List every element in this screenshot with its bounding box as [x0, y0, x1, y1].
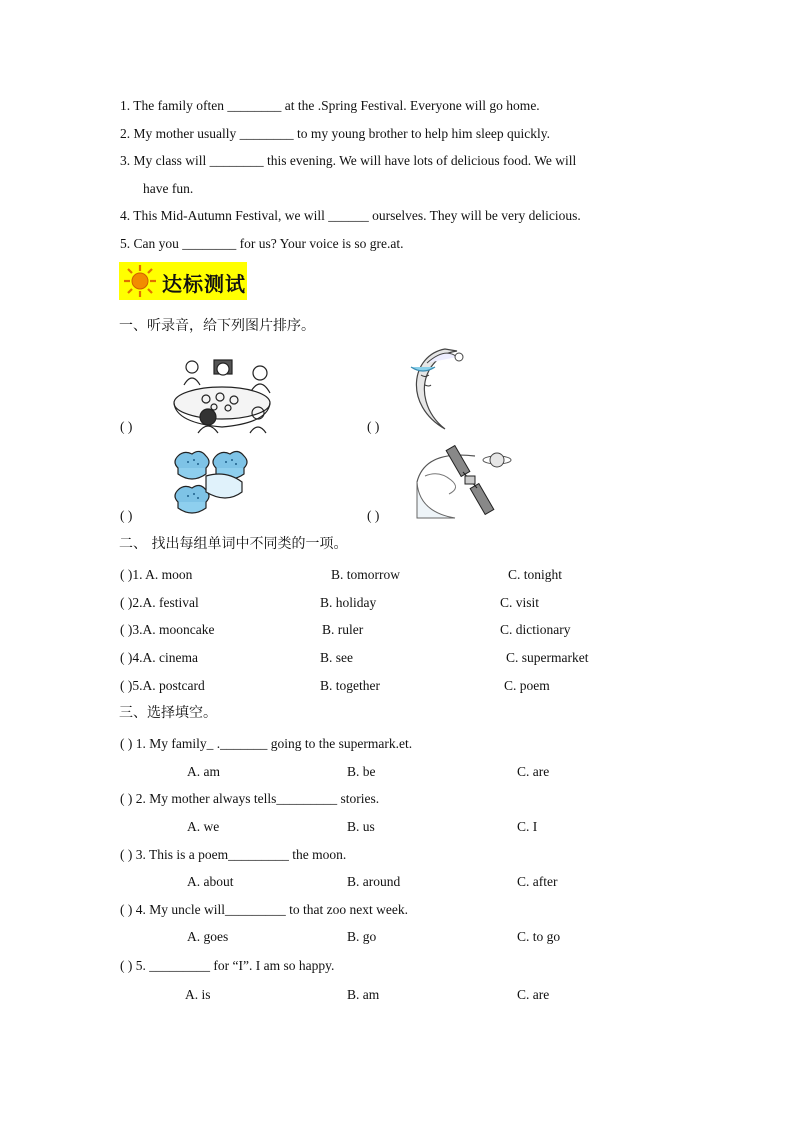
satellite-space-picture: [415, 442, 523, 522]
section3-q1-option-b: B. be: [347, 764, 376, 779]
section2-row-5-c: C. poem: [504, 678, 550, 693]
section3-q5-option-c: C. are: [517, 987, 550, 1002]
section3-q2-option-c: C. I: [517, 819, 538, 834]
section2-row-1-c: C. tonight: [508, 567, 563, 582]
sun-icon: [122, 264, 158, 298]
section2-row-5-num: ( )5.A. postcard: [120, 678, 205, 693]
section2-row-4-num: ( )4.A. cinema: [120, 650, 198, 665]
top-sentence-1: 1. The family often ________ at the .Spring Festival. Everyone will go home.: [120, 98, 540, 113]
picture-bracket-3: ( ): [120, 508, 133, 523]
section2-row-1-num: ( )1. A. moon: [120, 567, 193, 582]
crescent-moon-picture: [405, 345, 483, 433]
top-sentence-2: 2. My mother usually ________ to my young brother to help him sleep quickly.: [120, 126, 550, 141]
section3-heading: 三、选择填空。: [119, 705, 217, 721]
section3-question-4: ( ) 4. My uncle will_________ to that zoo next week.: [120, 902, 408, 917]
section3-q4-option-b: B. go: [347, 929, 377, 944]
picture-bracket-4: ( ): [367, 508, 380, 523]
section3-question-1: ( ) 1. My family_ ._______ going to the supermark.et.: [120, 736, 413, 751]
section2-row-1-b: B. tomorrow: [331, 567, 400, 582]
family-dinner-table-picture: [170, 355, 278, 435]
section2-row-4-c: C. supermarket: [506, 650, 589, 665]
section3-q3-option-b: B. around: [347, 874, 401, 889]
section3-question-2: ( ) 2. My mother always tells_________ stories.: [120, 791, 380, 806]
section2-heading: 二、 找出每组单词中不同类的一项。: [119, 536, 348, 552]
top-sentence-3: 3. My class will ________ this evening. We will have lots of delicious food. We will: [120, 153, 577, 168]
section3-q1-option-a: A. am: [187, 764, 220, 779]
section3-question-5: ( ) 5. _________ for “I”. I am so happy.: [120, 958, 335, 973]
picture-bracket-1: ( ): [120, 419, 133, 434]
section1-heading: 一、听录音，给下列图片排序。: [119, 318, 315, 334]
top-sentence-5: 5. Can you ________ for us? Your voice is so gre.at.: [120, 236, 404, 251]
section2-row-5-b: B. together: [320, 678, 380, 693]
section2-row-2-num: ( )2.A. festival: [120, 595, 199, 610]
banner-title: 达标测试: [162, 272, 246, 296]
section2-row-2-c: C. visit: [500, 595, 540, 610]
top-sentence-4: 4. This Mid-Autumn Festival, we will ______ ourselves. They will be very delicious.: [120, 208, 581, 223]
section3-q5-option-a: A. is: [185, 987, 211, 1002]
mooncakes-picture: [170, 448, 250, 520]
section2-row-2-b: B. holiday: [320, 595, 377, 610]
section2-row-3-c: C. dictionary: [500, 622, 571, 637]
section3-q5-option-b: B. am: [347, 987, 380, 1002]
section3-q3-option-a: A. about: [187, 874, 234, 889]
section3-q2-option-b: B. us: [347, 819, 375, 834]
section3-q2-option-a: A. we: [187, 819, 220, 834]
section3-q4-option-c: C. to go: [517, 929, 561, 944]
section-banner: [119, 262, 247, 300]
section2-row-3-b: B. ruler: [322, 622, 364, 637]
section3-question-3: ( ) 3. This is a poem_________ the moon.: [120, 847, 347, 862]
picture-bracket-2: ( ): [367, 419, 380, 434]
section3-q3-option-c: C. after: [517, 874, 558, 889]
section3-q1-option-c: C. are: [517, 764, 550, 779]
section3-q4-option-a: A. goes: [187, 929, 229, 944]
top-sentence-3-cont: have fun.: [143, 181, 194, 196]
section2-row-3-num: ( )3.A. mooncake: [120, 622, 215, 637]
section2-row-4-b: B. see: [320, 650, 353, 665]
